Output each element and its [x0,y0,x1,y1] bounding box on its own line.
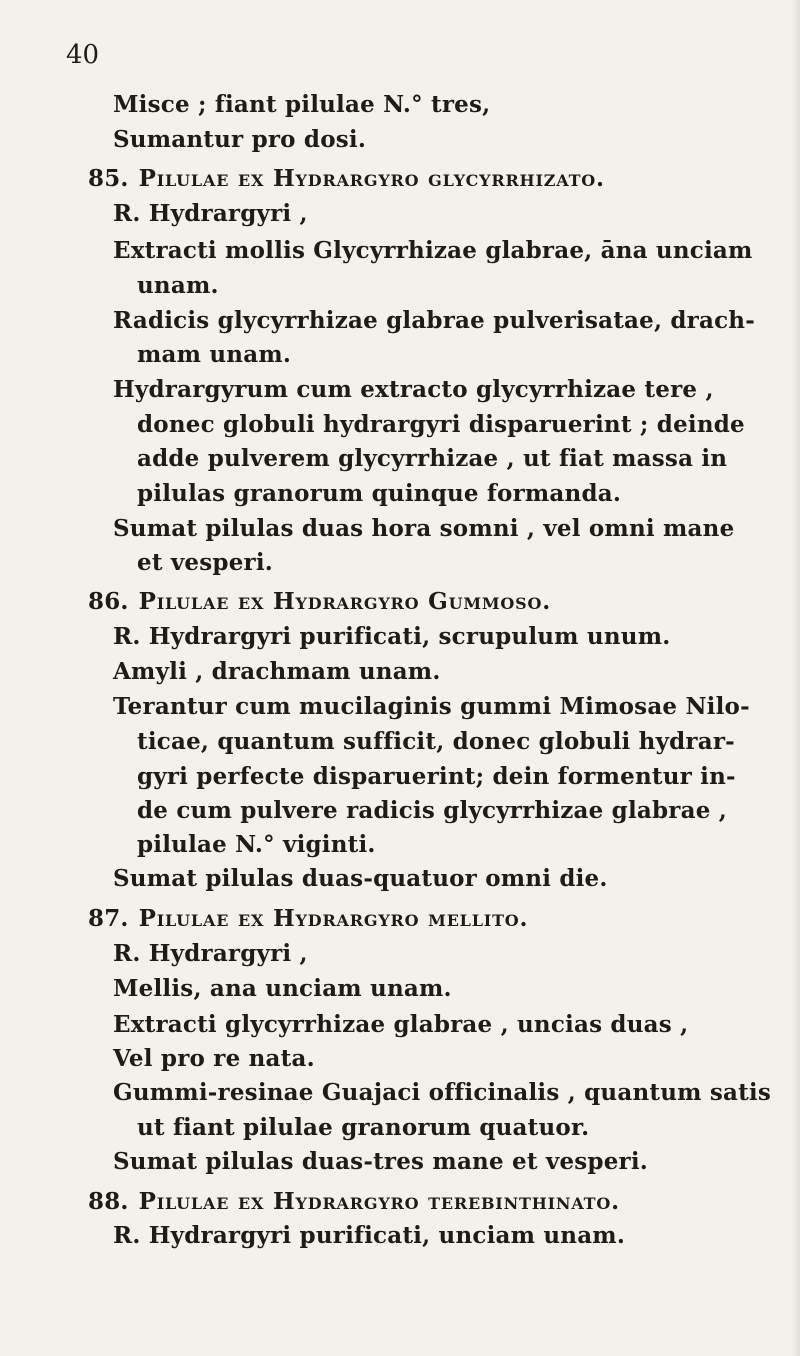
text-line: Terantur cum mucilaginis gummi Mimosae Nilo- [113,693,750,720]
section-heading-87 [88,904,528,934]
text-line: donec globuli hydrargyri disparuerint ; deinde [137,411,745,438]
section-number: 88. [88,1188,129,1215]
text-line: Extracti glycyrrhizae glabrae , uncias duas , [113,1011,689,1038]
text-line: unam. [137,272,219,299]
section-number: 87. [88,905,129,932]
text-line: Sumat pilulas duas hora somni , vel omni mane [113,515,735,542]
recipe-line: R. Hydrargyri purificati, scrupulum unum. [113,623,671,650]
section-number: 85. [88,165,129,192]
text-line: ut fiant pilulae granorum quatuor. [137,1114,590,1141]
text-line: Vel pro re nata. [113,1045,315,1072]
recipe-line: R. Hydrargyri purificati, unciam unam. [113,1222,626,1249]
text-line: Amyli , drachmam unam. [113,658,441,685]
recipe-line: R. Hydrargyri , [113,940,308,967]
text-line: Extracti mollis Glycyrrhizae glabrae, āna unciam [113,237,753,264]
text-line: adde pulverem glycyrrhizae , ut fiat massa in [137,445,728,472]
section-heading-86 [88,587,551,617]
text-line: Mellis, ana unciam unam. [113,975,452,1002]
text-line: et vesperi. [137,549,273,576]
section-title: Pilulae ex Hydrargyro glycyrrhizato. [138,165,605,192]
text-line: Radicis glycyrrhizae glabrae pulverisatae, drach- [113,307,755,334]
text-line: gyri perfecte disparuerint; dein formentur in- [137,763,736,790]
text-line: de cum pulvere radicis glycyrrhizae glabrae , [137,797,727,824]
text-line: Sumantur pro dosi. [113,126,367,153]
text-line: pilulas granorum quinque formanda. [137,480,622,507]
text-line: Gummi-resinae Guajaci officinalis , quantum satis [113,1079,772,1106]
text-line: mam unam. [137,341,292,368]
text-line: pilulae N.° viginti. [137,831,376,858]
text-line: ticae, quantum sufficit, donec globuli hydrar- [137,728,735,755]
text-line: Hydrargyrum cum extracto glycyrrhizae tere , [113,376,714,403]
text-line: Misce ; fiant pilulae N.° tres, [113,91,491,118]
section-heading-88 [88,1187,620,1217]
section-title: Pilulae ex Hydrargyro Gummoso. [138,588,552,615]
text-line: Sumat pilulas duas-tres mane et vesperi. [113,1148,649,1175]
section-number: 86. [88,588,129,615]
section-title: Pilulae ex Hydrargyro terebinthinato. [138,1188,620,1215]
text-line: Sumat pilulas duas-quatuor omni die. [113,865,608,892]
section-heading-85 [88,164,605,194]
page-edge-shadow [792,0,800,1356]
page-number: 40 [66,40,100,70]
section-title: Pilulae ex Hydrargyro mellito. [138,905,529,932]
recipe-line: R. Hydrargyri , [113,200,308,227]
